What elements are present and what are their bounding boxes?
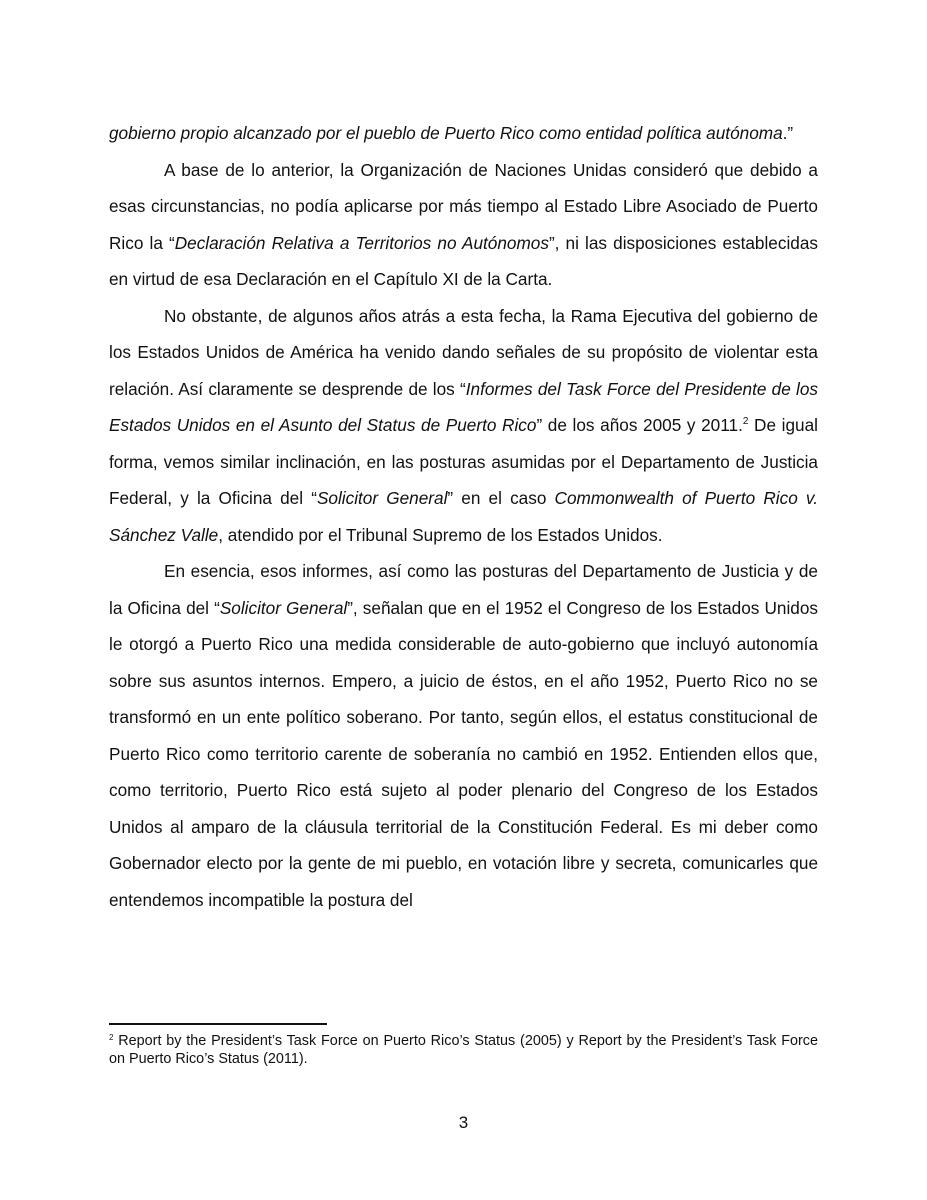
paragraph: [109, 298, 818, 554]
footnote-text: Report by the President’s Task Force on Puerto Rico’s Status (2005) y Report by the President’s Task Force on Puerto Rico’s Status (2011).: [109, 1033, 818, 1067]
text-run: ”, ni las disposiciones establecidas en virtud de esa Declaración en el Capítulo XI de la Carta.: [109, 232, 818, 289]
italic-text: Declaración Relativa a Territorios no Autónomos: [174, 232, 549, 253]
text-run: En esencia, esos informes, así como las posturas del Departamento de Justicia y de la Oficina del “: [109, 561, 818, 618]
paragraph: [109, 553, 818, 918]
text-run: ” en el caso: [447, 488, 555, 508]
footnote-separator: [109, 1023, 327, 1025]
italic-text: gobierno propio alcanzado por el pueblo de Puerto Rico como entidad política autónoma: [109, 123, 783, 143]
italic-text: Solicitor General: [316, 488, 448, 508]
paragraph: [109, 115, 818, 152]
body-text: [109, 115, 818, 918]
footnote: [109, 1032, 818, 1068]
text-run: No obstante, de algunos años atrás a esta fecha, la Rama Ejecutiva del gobierno de los Estados Unidos de América ha venido dando señales de su propósito de violentar esta relación. Así claramente se desprende de los “: [109, 305, 818, 399]
footnote-number: 2: [109, 1033, 114, 1042]
text-run: , atendido por el Tribunal Supremo de los Estados Unidos.: [218, 524, 663, 545]
page-number: 3: [458, 1113, 469, 1132]
text-run: A base de lo anterior, la Organización de Naciones Unidas consideró que debido a esas circunstancias, no podía aplicarse por más tiempo al Estado Libre Asociado de Puerto Rico la “: [109, 159, 818, 253]
paragraph: [109, 152, 818, 298]
italic-text: Commonwealth of Puerto Rico v. Sánchez Valle: [109, 488, 818, 545]
text-run: De igual forma, vemos similar inclinación, en las posturas asumidas por el Departamento de Justicia Federal, y la Oficina del “: [109, 415, 818, 508]
text-run: .”: [782, 123, 794, 143]
italic-text: Informes del Task Force del Presidente de los Estados Unidos en el Asunto del Status de Puerto Rico: [109, 378, 818, 435]
text-run: ”, señalan que en el 1952 el Congreso de los Estados Unidos le otorgó a Puerto Rico una medida considerable de auto-gobierno que incluyó autonomía sobre sus asuntos internos. Empero, a juicio de éstos, en el año 1952, Puerto Rico no se transformó en un ente político soberano. Por tanto, según ellos, el estatus constitucional de Puerto Rico como territorio carente de soberanía no cambió en 1952. Entienden ellos que, como territorio, Puerto Rico está sujeto al poder plenario del Congreso de los Estados Unidos al amparo de la cláusula territorial de la Constitución Federal. Es mi deber como Gobernador electo por la gente de mi pueblo, en votación libre y secreta, comunicarles que entendemos incompatible la postura del: [109, 597, 818, 910]
text-run: ” de los años 2005 y 2011.: [536, 415, 743, 435]
footnote-reference: 2: [742, 416, 749, 427]
italic-text: Solicitor General: [219, 597, 348, 618]
